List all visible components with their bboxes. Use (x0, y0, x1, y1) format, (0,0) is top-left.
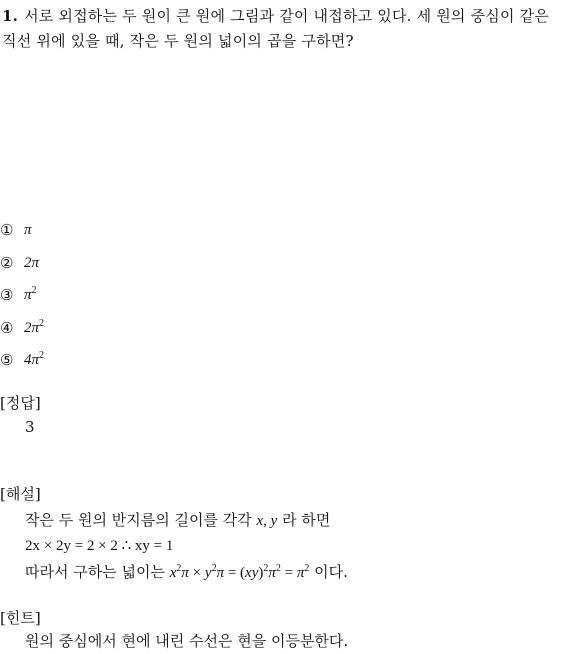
choice-value: $\pi^2$ (24, 285, 37, 304)
choice-mark: ③ (0, 286, 14, 305)
choice-value: π (24, 222, 32, 239)
hint-heading: [힌트] (0, 609, 41, 627)
choice-mark: ② (0, 253, 14, 272)
question-number: 1. (2, 7, 19, 25)
explanation-line-3: 따라서 구하는 넓이는 $x^2\pi \times y^2\pi = (xy)^2\pi^2 = \pi^2$ 이다. (25, 563, 348, 581)
choice-2[interactable] (0, 247, 300, 280)
figure-area (0, 60, 570, 210)
explanation-line-1: 작은 두 원의 반지름의 길이를 각각 x, y 라 하면 (25, 511, 331, 529)
answer-heading: [정답] (0, 394, 41, 412)
answer-value: 3 (25, 418, 35, 436)
choice-4[interactable] (0, 312, 300, 345)
question-text: 서로 외접하는 두 원이 큰 원에 그림과 같이 내접하고 있다. 세 원의 중심이 같은 직선 위에 있을 때, 작은 두 원의 넓이의 곱을 구하면? (2, 7, 550, 50)
choice-3[interactable] (0, 279, 300, 312)
choice-mark: ⑤ (0, 351, 14, 370)
explanation-line-2: 2x × 2y = 2 × 2 ∴ xy = 1 (25, 538, 174, 554)
choice-mark: ④ (0, 318, 14, 337)
explanation-heading: [해설] (0, 485, 41, 503)
choice-list (0, 214, 300, 377)
choice-1[interactable] (0, 214, 300, 247)
choice-value: $2\pi^2$ (24, 317, 45, 336)
question (2, 4, 568, 54)
hint-text: 원의 중심에서 현에 내린 수선은 현을 이등분한다. (25, 632, 349, 650)
choice-5[interactable] (0, 344, 300, 377)
choice-value: 2π (24, 254, 40, 271)
choice-mark: ① (0, 221, 14, 240)
choice-value: $4\pi^2$ (24, 350, 45, 369)
